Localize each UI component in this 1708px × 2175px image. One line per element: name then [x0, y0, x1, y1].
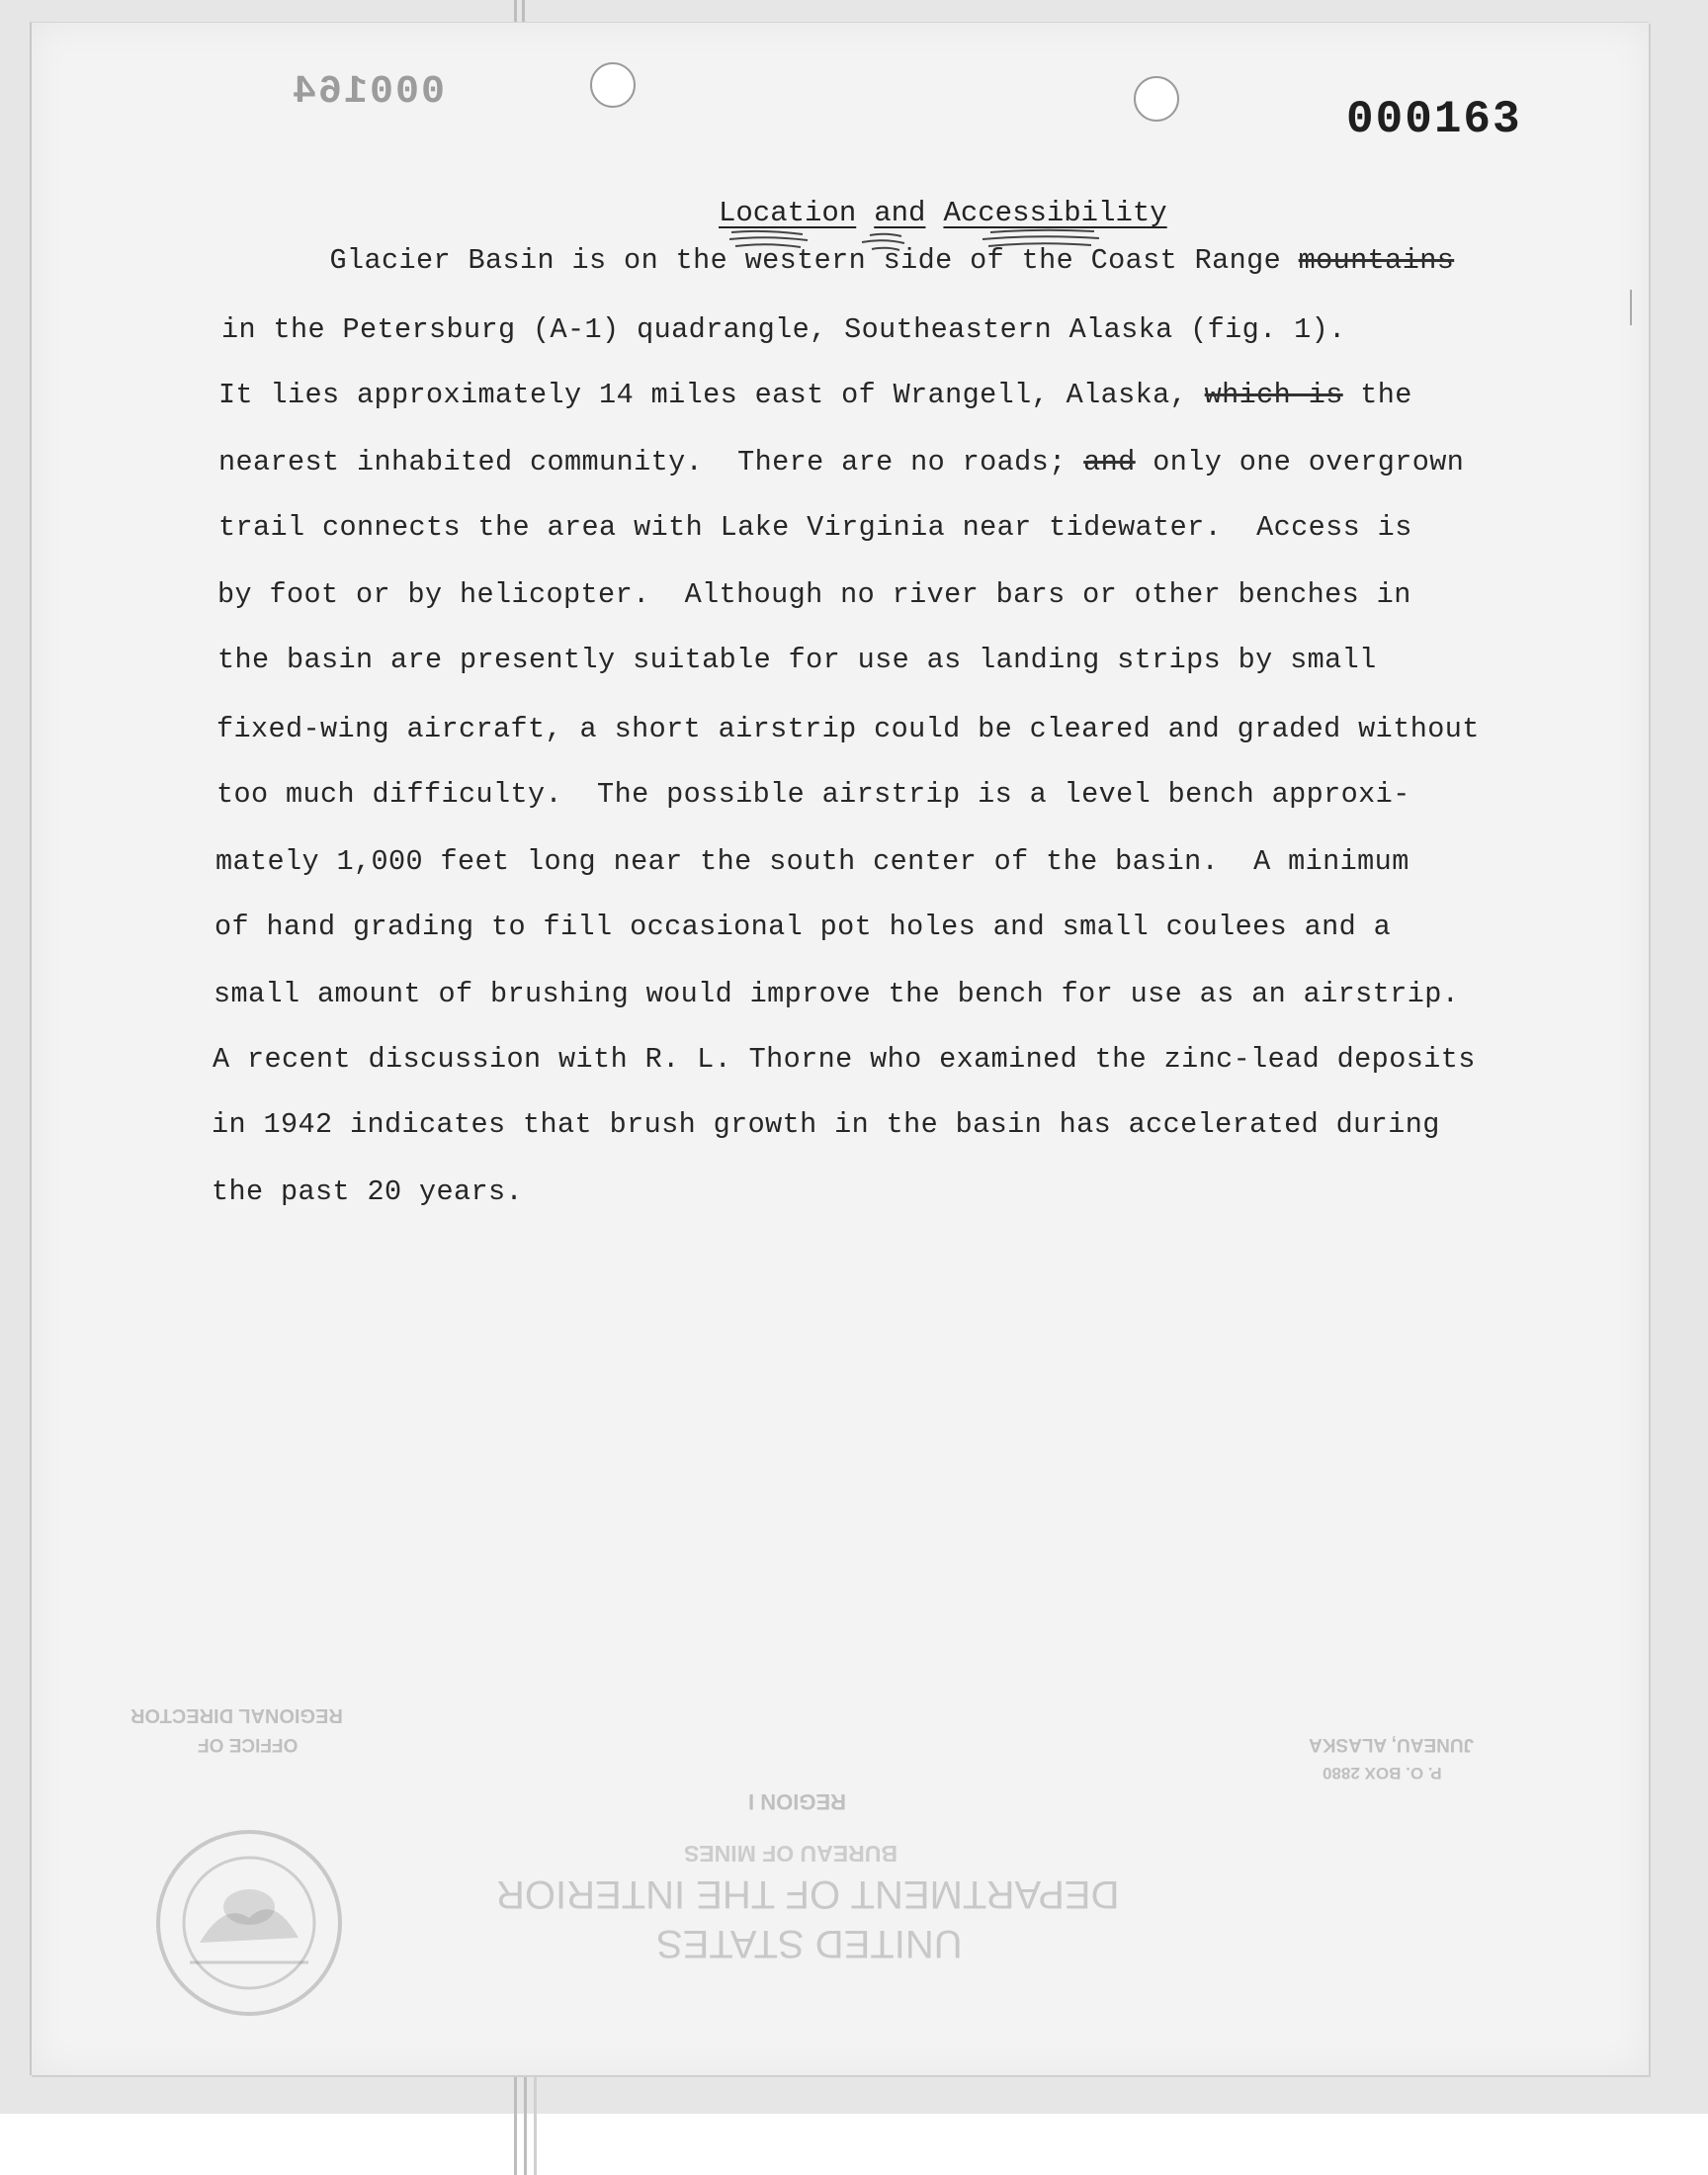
struck-out-text: and — [1083, 446, 1136, 478]
title-word-accessibility: Accessibility — [943, 197, 1167, 229]
text-line — [218, 446, 1464, 478]
bleed-letterhead-center-line2: BUREAU OF MINES — [684, 1841, 897, 1867]
bleed-letterhead-center-line1: REGION I — [748, 1789, 847, 1814]
scan-streak — [514, 0, 517, 22]
punch-hole-left — [590, 62, 636, 108]
scan-streak — [514, 2074, 517, 2175]
line-text: the basin are presently suitable for use as landing strips by small — [217, 644, 1377, 676]
text-line — [216, 713, 1480, 745]
line-text: small amount of brushing would improve the bench for use as an airstrip. — [214, 978, 1460, 1010]
department-seal-bleed-through — [150, 1824, 348, 2022]
margin-mark — [1630, 290, 1632, 325]
title-word-and: and — [874, 197, 926, 229]
line-text: A recent discussion with R. L. Thorne who examined the zinc-lead deposits — [213, 1043, 1476, 1076]
bleed-letterhead-center-line3: DEPARTMENT OF THE INTERIOR — [496, 1872, 1120, 1916]
line-text: nearest inhabited community. There are no roads — [218, 446, 1050, 478]
line-text: the past 20 years. — [212, 1175, 524, 1208]
line-text-continued: the — [1342, 379, 1412, 411]
line-text: by foot or by helicopter. Although no river bars or other benches in — [217, 578, 1411, 611]
page-title — [719, 197, 1167, 229]
struck-out-text: which is — [1204, 379, 1343, 411]
text-line — [213, 1043, 1476, 1076]
bleed-letterhead-right-line2: P. O. BOX 2880 — [1323, 1764, 1442, 1783]
bleed-letterhead-center-line4: UNITED STATES — [656, 1922, 963, 1965]
line-text-continued: only one overgrown — [1135, 446, 1465, 478]
scan-streak — [522, 0, 525, 22]
line-text: mately 1,000 feet long near the south center of the basin. A minimum — [215, 845, 1409, 878]
scan-streak — [534, 2074, 537, 2175]
scan-bottom-margin — [0, 2114, 1708, 2175]
text-line — [221, 313, 1346, 346]
bleed-letterhead-left-line2: OFFICE OF — [198, 1734, 299, 1755]
punch-hole-right — [1134, 76, 1179, 122]
text-line — [212, 1175, 523, 1208]
bleed-letterhead-left-line1: REGIONAL DIRECTOR — [130, 1704, 343, 1726]
bleed-letterhead-right-line1: JUNEAU, ALASKA — [1309, 1734, 1475, 1755]
line-text: of hand grading to fill occasional pot holes and small coulees and a — [214, 911, 1392, 943]
line-text: in the Petersburg (A-1) quadrangle, Southeastern Alaska (fig. 1). — [221, 313, 1346, 346]
text-line — [212, 1108, 1440, 1141]
line-text: too much difficulty. The possible airstrip is a level bench approxi- — [216, 778, 1410, 811]
text-line — [214, 911, 1391, 943]
line-text: Glacier Basin is on the western side of the Coast Range — [243, 244, 1299, 277]
handwritten-semicolon: ; — [1049, 446, 1067, 478]
title-word-location: Location — [719, 197, 857, 229]
line-text: It lies approximately 14 miles east of Wrangell, Alaska, — [218, 379, 1205, 411]
line-text: fixed-wing aircraft, a short airstrip could be cleared and graded without — [216, 713, 1480, 745]
text-line — [218, 511, 1412, 544]
line-text: in 1942 indicates that brush growth in the basin has accelerated during — [212, 1108, 1440, 1141]
scan-streak — [524, 2074, 527, 2175]
document-page — [30, 22, 1649, 2075]
text-line — [243, 244, 1454, 277]
struck-out-text: mountains — [1298, 244, 1455, 277]
page-number-stamp: 000163 — [1346, 94, 1522, 145]
text-line — [218, 379, 1412, 411]
mirrored-page-number-stamp: 000164 — [291, 70, 446, 115]
text-line — [216, 778, 1410, 811]
text-line — [217, 644, 1377, 676]
text-line — [217, 578, 1411, 611]
line-text: trail connects the area with Lake Virginia near tidewater. Access is — [218, 511, 1412, 544]
text-line — [214, 978, 1459, 1010]
text-line — [215, 845, 1409, 878]
